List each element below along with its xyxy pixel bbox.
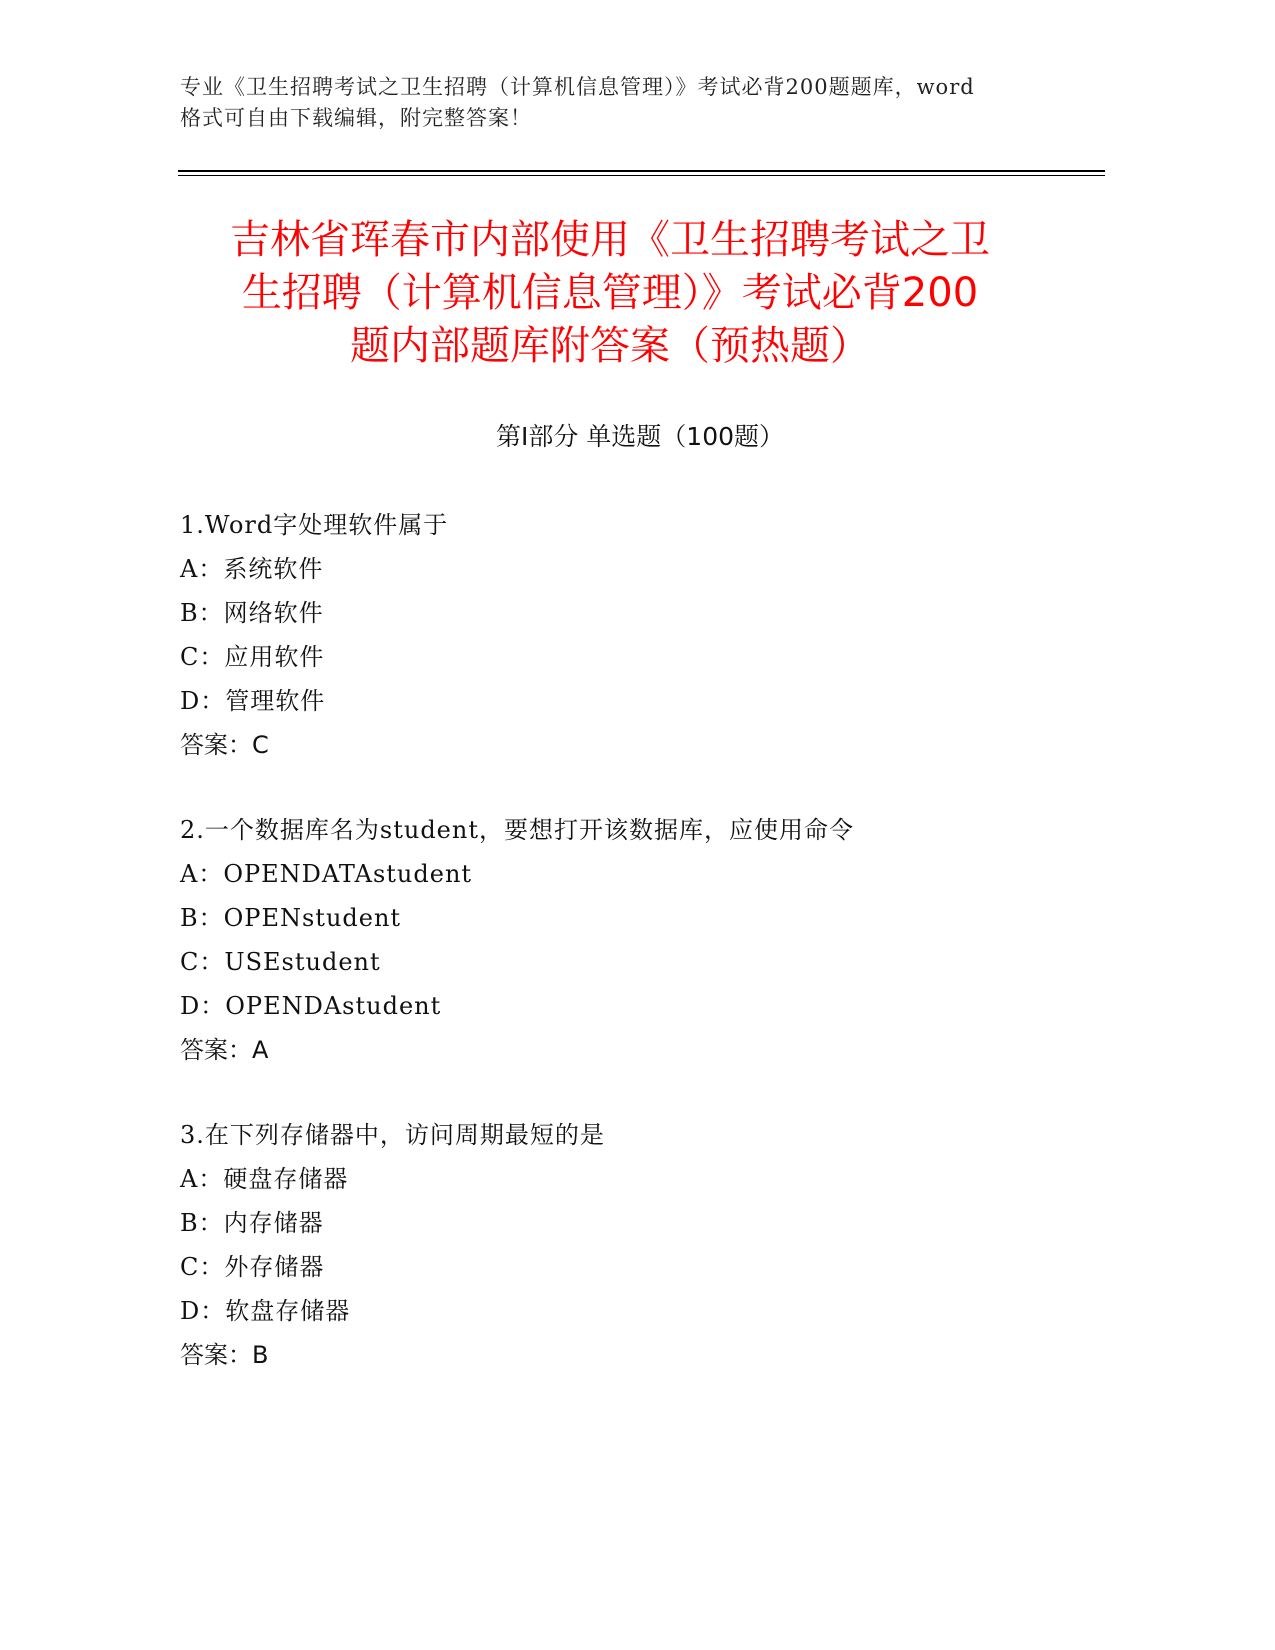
option-c: C：应用软件 <box>180 643 325 671</box>
section-heading: 第Ⅰ部分 单选题（100题） <box>495 422 785 451</box>
question-2 <box>180 808 1080 1072</box>
option-c: C：外存储器 <box>180 1253 325 1281</box>
option-a: A：硬盘存储器 <box>180 1165 349 1193</box>
question-stem: 2.一个数据库名为student，要想打开该数据库，应使用命令 <box>180 816 854 844</box>
option-b: B：网络软件 <box>180 599 324 627</box>
option-a: A：系统软件 <box>180 555 324 583</box>
answer: 答案：C <box>180 731 269 759</box>
answer: 答案：A <box>180 1036 269 1064</box>
header-note-line-2: 格式可自由下载编辑，附完整答案！ <box>180 106 532 130</box>
header-divider-thick <box>178 170 1105 172</box>
option-d: D：管理软件 <box>180 687 326 715</box>
header-note <box>180 72 1080 134</box>
question-stem: 3.在下列存储器中，访问周期最短的是 <box>180 1121 605 1149</box>
question-3 <box>180 1113 1080 1377</box>
document-title-line-1: 吉林省珲春市内部使用《卫生招聘考试之卫 <box>230 217 990 263</box>
option-c: C：USEstudent <box>180 948 381 976</box>
document-title-line-3: 题内部题库附答案（预热题） <box>350 323 870 369</box>
option-b: B：OPENstudent <box>180 904 402 932</box>
header-divider-thin <box>178 175 1105 176</box>
document-title <box>180 214 1040 373</box>
option-d: D：软盘存储器 <box>180 1297 351 1325</box>
document-title-line-2: 生招聘（计算机信息管理）》考试必背200 <box>241 270 979 316</box>
header-note-line-1: 专业《卫生招聘考试之卫生招聘（计算机信息管理）》考试必背200题题库，word <box>180 75 975 99</box>
option-a: A：OPENDATAstudent <box>180 860 473 888</box>
answer: 答案：B <box>180 1341 269 1369</box>
question-stem: 1.Word字处理软件属于 <box>180 511 449 539</box>
option-b: B：内存储器 <box>180 1209 324 1237</box>
option-d: D：OPENDAstudent <box>180 992 442 1020</box>
question-1 <box>180 503 1080 767</box>
